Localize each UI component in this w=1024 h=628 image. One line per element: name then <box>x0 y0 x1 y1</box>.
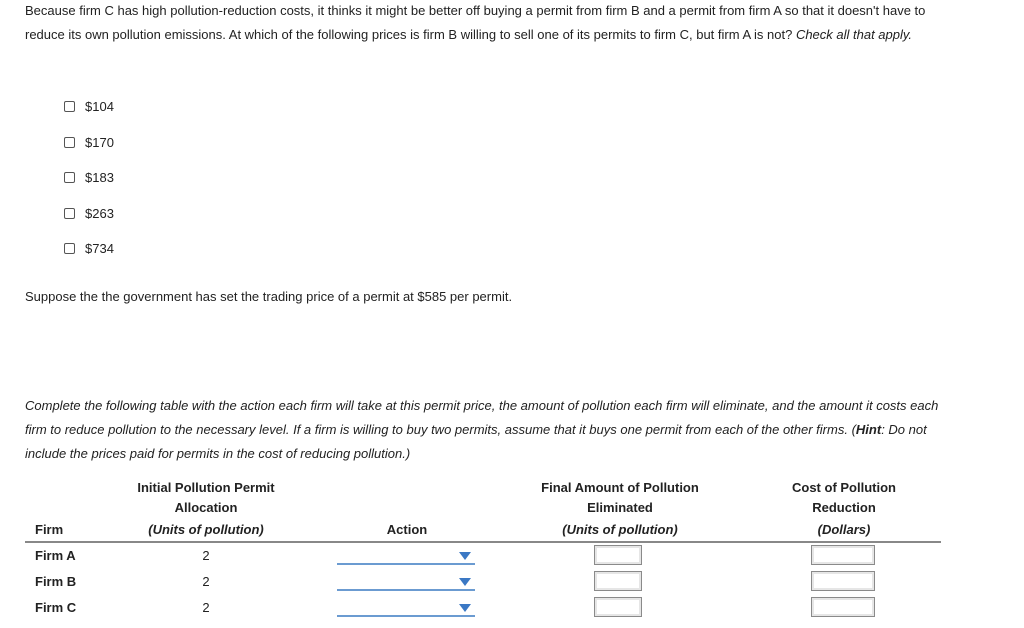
table-header-divider <box>25 541 941 543</box>
caret-down-icon <box>459 604 471 612</box>
hint-label: Hint <box>855 422 882 437</box>
header-cost-units: (Dollars) <box>817 522 871 537</box>
table-instructions: Complete the following table with the action each firm will take at this permit price, the amount of pollution each firm will eliminate, and the amount it costs each firm to reduce pollution to the necessary level. If a firm is willing to buy two permits, assume that it buys one permit from each of the other firms. (Hint: Do not include the prices paid for permits in the cost of reducing pollution.) <box>25 398 939 461</box>
firm-b-cost-input[interactable] <box>811 571 875 591</box>
caret-down-icon <box>459 552 471 560</box>
firm-c-label: Firm C <box>35 600 77 615</box>
firm-a-allocation: 2 <box>202 548 210 563</box>
option-734[interactable] <box>64 231 114 267</box>
header-cost-reduction: Cost of Pollution Reduction (Dollars) <box>764 478 924 540</box>
header-final-units: (Units of pollution) <box>562 522 678 537</box>
option-label: $263 <box>85 205 114 221</box>
firm-b-final-eliminated-input[interactable] <box>594 571 642 591</box>
option-label: $183 <box>85 170 114 186</box>
firm-a-cost-input[interactable] <box>811 545 875 565</box>
option-183[interactable] <box>64 160 114 196</box>
caret-down-icon <box>459 578 471 586</box>
header-initial-units: (Units of pollution) <box>148 522 264 537</box>
answer-options <box>64 89 114 267</box>
option-label: $104 <box>85 99 114 115</box>
firm-c-cost-input[interactable] <box>811 597 875 617</box>
firm-a-action-dropdown[interactable] <box>337 547 475 565</box>
firm-b-label: Firm B <box>35 574 77 589</box>
header-final-eliminated: Final Amount of Pollution Eliminated (Units of pollution) <box>520 478 720 540</box>
firm-b-allocation: 2 <box>202 574 210 589</box>
option-label: $170 <box>85 134 114 150</box>
firm-c-final-eliminated-input[interactable] <box>594 597 642 617</box>
option-104[interactable] <box>64 89 114 125</box>
header-action: Action <box>386 522 428 537</box>
firm-c-action-dropdown[interactable] <box>337 599 475 617</box>
firm-c-allocation: 2 <box>202 600 210 615</box>
option-170[interactable] <box>64 125 114 161</box>
checkbox-icon[interactable] <box>64 172 75 183</box>
firm-a-label: Firm A <box>35 548 76 563</box>
option-label: $734 <box>85 241 114 257</box>
header-initial-allocation: Initial Pollution Permit Allocation (Units of pollution) <box>110 478 302 540</box>
checkbox-icon[interactable] <box>64 101 75 112</box>
checkbox-icon[interactable] <box>64 243 75 254</box>
checkbox-icon[interactable] <box>64 137 75 148</box>
government-price-text: Suppose the the government has set the trading price of a permit at $585 per permit. <box>25 289 513 304</box>
checkbox-icon[interactable] <box>64 208 75 219</box>
check-all-note: Check all that apply. <box>795 27 913 42</box>
header-firm: Firm <box>35 522 64 537</box>
firm-b-action-dropdown[interactable] <box>337 573 475 591</box>
firm-a-final-eliminated-input[interactable] <box>594 545 642 565</box>
question-text: Because firm C has high pollution-reduction costs, it thinks it might be better off buying a permit from firm B and a permit from firm A so that it doesn't have to reduce its own pollution emissions. At which of the following prices is firm B willing to sell one of its permits to firm C, but firm A is not? Check all that apply. <box>25 3 926 42</box>
option-263[interactable] <box>64 196 114 232</box>
